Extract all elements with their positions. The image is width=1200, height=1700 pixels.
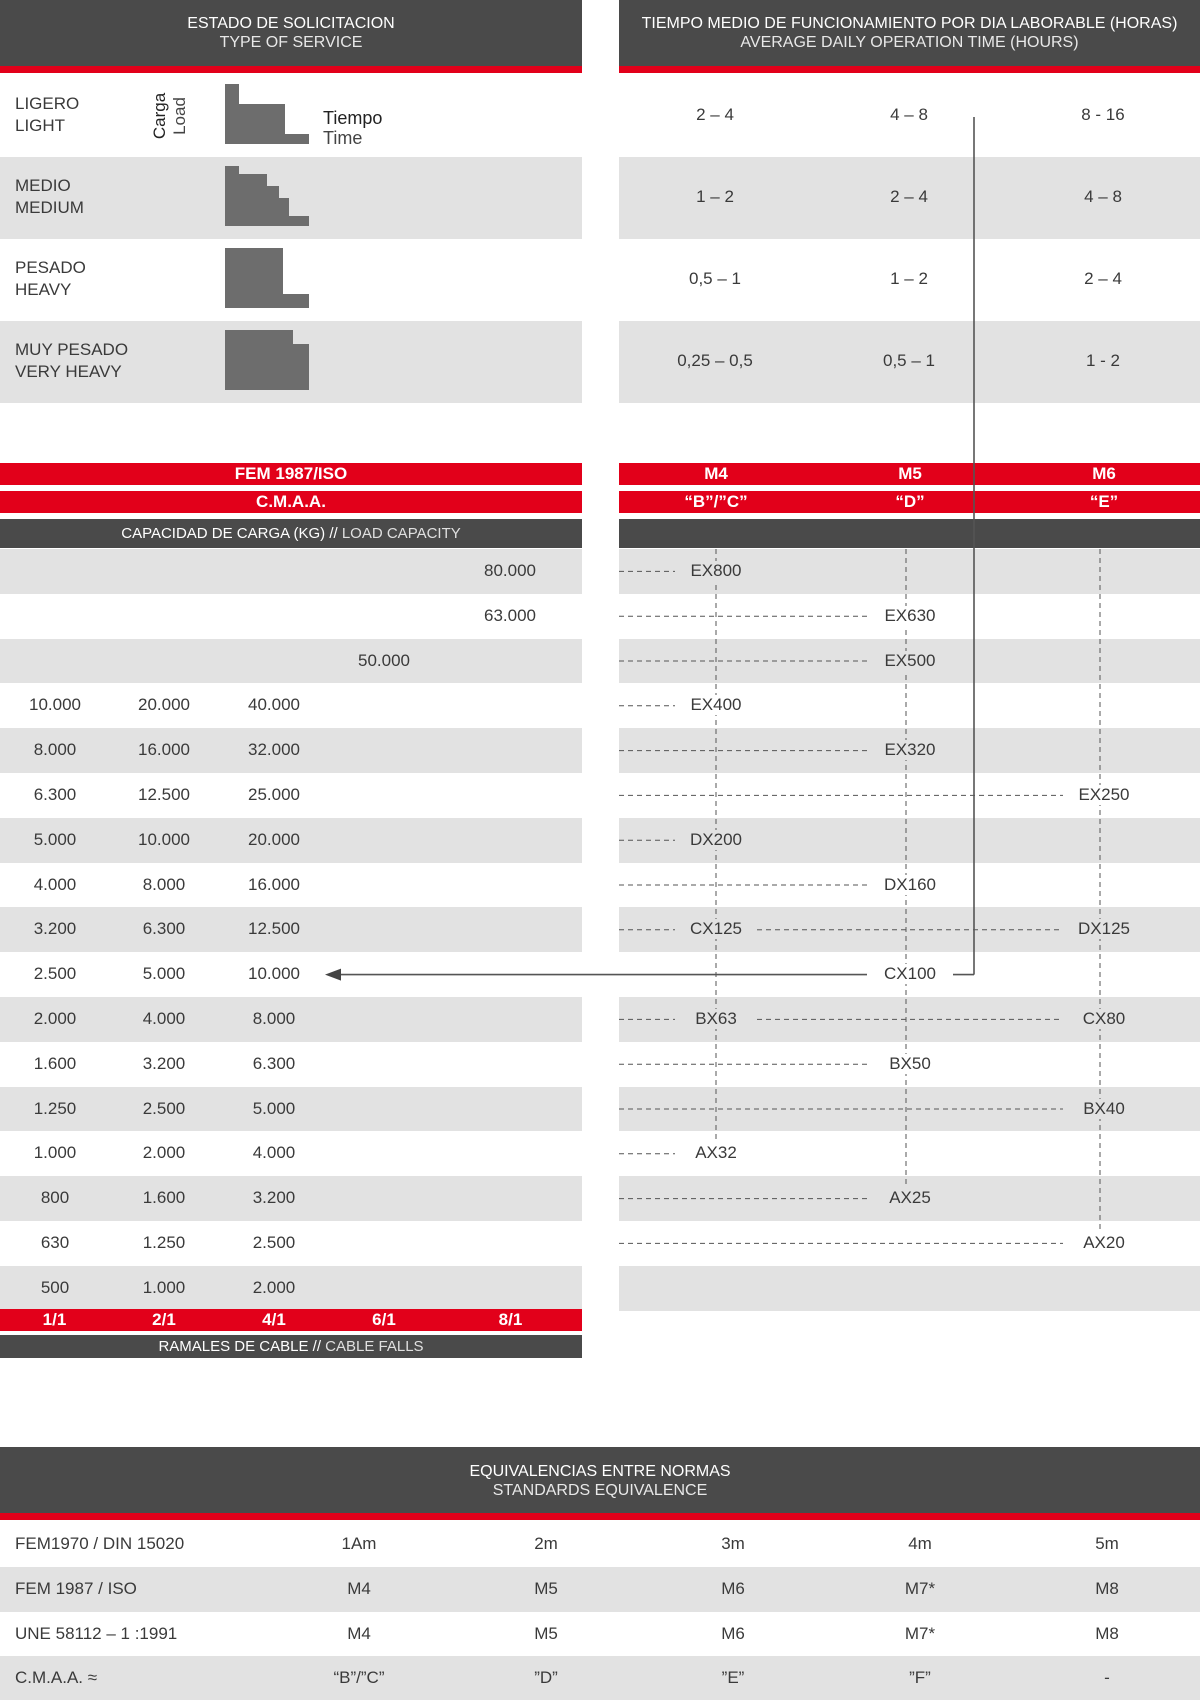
model-label: EX800 [679, 561, 753, 581]
operation-time-cell: 1 – 2 [890, 269, 928, 288]
operation-time-cell: 0,5 – 1 [689, 269, 741, 288]
equivalence-cell: M7* [904, 1578, 936, 1598]
equivalence-cell: 5m [1095, 1534, 1119, 1553]
capacity-cell: 4.000 [252, 1143, 296, 1163]
operation-time-cell: 4 – 8 [1084, 187, 1122, 206]
capacity-cell: 630 [40, 1233, 70, 1252]
time-header-underline [619, 66, 1200, 73]
load-axis-label [150, 88, 196, 144]
capacity-cell: 1.600 [142, 1188, 186, 1208]
model-row-bg [619, 1266, 1200, 1311]
standard-label: C.M.A.A. ≈ [15, 1668, 98, 1688]
operation-time-cell: 1 - 2 [1085, 351, 1121, 370]
fem-bar [0, 463, 582, 485]
model-label: DX125 [1067, 919, 1141, 939]
operation-time-cell: 2 – 4 [1084, 269, 1122, 288]
falls-6-1: 6/1 [372, 1310, 396, 1329]
fem-class-bar [619, 463, 1200, 485]
equivalence-cell: ”D” [534, 1668, 558, 1688]
capacity-cell: 25.000 [248, 785, 300, 804]
equivalence-cell: ”E” [721, 1668, 745, 1688]
model-label: BX50 [873, 1054, 947, 1074]
falls-label-bar [0, 1335, 582, 1358]
capacity-cell: 1.600 [33, 1053, 77, 1073]
cmaa-class-d: “D” [895, 492, 925, 511]
equivalence-cell: 3m [721, 1534, 745, 1553]
capacity-cell: 6.300 [33, 785, 77, 804]
model-label: CX125 [679, 919, 753, 939]
standard-label: FEM 1987 / ISO [15, 1578, 137, 1598]
cmaa-class-e: “E” [1089, 492, 1119, 511]
equivalence-cell: M6 [721, 1623, 745, 1643]
equivalence-cell: 1Am [341, 1534, 377, 1553]
fem-class-m4: M4 [704, 464, 728, 483]
capacity-cell: 12.500 [248, 919, 300, 939]
operation-time-cell: 4 – 8 [890, 105, 928, 124]
equivalence-cell: ”F” [909, 1668, 931, 1688]
standard-label: FEM1970 / DIN 15020 [15, 1534, 185, 1553]
service-label-es: MUY PESADO [15, 340, 129, 359]
capacity-cell: 4.000 [33, 874, 77, 894]
service-label-en: VERY HEAVY [15, 362, 122, 381]
fem-class-m5: M5 [898, 464, 922, 483]
capacity-header-es: CAPACIDAD DE CARGA (KG) // [121, 525, 338, 542]
time-header-es: TIEMPO MEDIO DE FUNCIONAMIENTO POR DIA LABORABLE (HORAS) [641, 15, 1178, 32]
service-header-en: TYPE OF SERVICE [219, 34, 363, 51]
service-label-en: HEAVY [15, 280, 72, 299]
capacity-cell: 1.000 [33, 1143, 77, 1163]
model-label: EX400 [679, 695, 753, 715]
model-label: CX80 [1067, 1009, 1141, 1029]
equivalence-cell: 4m [908, 1534, 932, 1553]
capacity-cell: 20.000 [138, 695, 190, 715]
capacity-cell: 16.000 [138, 740, 190, 760]
capacity-cell: 800 [40, 1188, 70, 1208]
cmaa-class-bc: “B”/”C” [684, 492, 748, 511]
equivalence-header-en: STANDARDS EQUIVALENCE [492, 1482, 708, 1499]
model-label: EX500 [873, 651, 947, 671]
falls-label-en: CABLE FALLS [321, 1338, 424, 1355]
capacity-header-right [619, 519, 1200, 548]
load-profile-icon [225, 84, 309, 144]
model-label: CX100 [873, 964, 947, 984]
time-header-en: AVERAGE DAILY OPERATION TIME (HOURS) [740, 34, 1079, 51]
fem-class-m6: M6 [1092, 464, 1116, 483]
time-axis-es: Tiempo [323, 108, 383, 128]
model-label: BX63 [679, 1009, 753, 1029]
capacity-cell: 3.200 [142, 1053, 186, 1073]
time-header [619, 0, 1200, 66]
time-axis-label [323, 108, 382, 148]
service-label [15, 257, 86, 301]
falls-1-1: 1/1 [42, 1310, 67, 1329]
capacity-cell: 12.500 [138, 785, 190, 804]
capacity-cell: 80.000 [484, 561, 536, 580]
model-label: DX160 [873, 875, 947, 895]
capacity-cell: 8.000 [252, 1009, 296, 1028]
load-axis-en: Load [170, 97, 189, 135]
service-header-underline [0, 66, 582, 73]
load-profile-icon [225, 330, 309, 390]
equivalence-cell: M4 [347, 1578, 371, 1598]
operation-time-cell: 8 - 16 [1081, 105, 1125, 124]
service-header-es: ESTADO DE SOLICITACION [187, 15, 395, 32]
capacity-cell: 5.000 [33, 829, 77, 849]
capacity-cell: 8.000 [142, 874, 186, 894]
load-profile-icon [225, 248, 309, 308]
service-label [15, 93, 79, 137]
equivalence-cell: M5 [534, 1623, 558, 1643]
capacity-cell: 2.500 [252, 1233, 296, 1252]
capacity-cell: 63.000 [484, 605, 536, 625]
equivalence-cell: M8 [1095, 1578, 1119, 1598]
operation-time-cell: 2 – 4 [696, 105, 734, 124]
capacity-cell: 20.000 [248, 829, 300, 849]
model-label: EX250 [1067, 785, 1141, 805]
cmaa-bar [0, 491, 582, 513]
equivalence-cell: M6 [721, 1578, 745, 1598]
capacity-cell: 10.000 [29, 695, 81, 715]
service-label-en: MEDIUM [15, 198, 84, 217]
capacity-cell: 1.000 [142, 1277, 186, 1297]
equivalence-header-underline [0, 1513, 1200, 1520]
load-profile-icon [225, 166, 309, 226]
fem-label: FEM 1987/ISO [234, 464, 348, 483]
time-axis-en: Time [323, 128, 363, 148]
model-label: EX320 [873, 740, 947, 760]
capacity-cell: 2.000 [252, 1277, 296, 1297]
equivalence-cell: - [1104, 1668, 1110, 1688]
operation-time-cell: 0,25 – 0,5 [677, 351, 753, 370]
capacity-header [0, 519, 582, 548]
capacity-cell: 5.000 [142, 964, 186, 984]
capacity-cell: 50.000 [358, 650, 410, 670]
capacity-cell: 8.000 [33, 740, 77, 760]
capacity-cell: 1.250 [142, 1233, 186, 1252]
standard-label: UNE 58112 – 1 :1991 [15, 1623, 178, 1643]
falls-4-1: 4/1 [262, 1310, 286, 1329]
service-label-es: LIGERO [15, 94, 80, 113]
equivalence-header-es: EQUIVALENCIAS ENTRE NORMAS [469, 1463, 731, 1480]
falls-label-es: RAMALES DE CABLE // [158, 1338, 321, 1355]
capacity-cell: 6.300 [252, 1053, 296, 1073]
capacity-cell: 2.500 [33, 964, 77, 984]
capacity-cell: 10.000 [248, 964, 300, 984]
capacity-cell: 2.000 [33, 1009, 77, 1028]
service-label-es: MEDIO [15, 176, 71, 195]
capacity-cell: 6.300 [142, 919, 186, 939]
equivalence-cell: M7* [904, 1623, 936, 1643]
model-label: BX40 [1067, 1099, 1141, 1119]
capacity-cell: 16.000 [248, 874, 300, 894]
capacity-cell: 2.000 [142, 1143, 186, 1163]
capacity-row-bg [0, 639, 582, 684]
equivalence-cell: M5 [534, 1578, 558, 1598]
falls-2-1: 2/1 [152, 1310, 176, 1329]
capacity-cell: 2.500 [142, 1098, 186, 1118]
model-label: AX20 [1067, 1233, 1141, 1253]
operation-time-cell: 1 – 2 [696, 187, 734, 206]
service-header [0, 0, 582, 66]
capacity-cell: 1.250 [33, 1098, 77, 1118]
capacity-cell: 3.200 [33, 919, 77, 939]
capacity-cell: 40.000 [248, 695, 300, 715]
operation-time-cell: 0,5 – 1 [883, 351, 935, 370]
model-label: DX200 [679, 830, 753, 850]
equivalence-cell: M8 [1095, 1623, 1119, 1643]
equivalence-cell: M4 [347, 1623, 371, 1643]
capacity-cell: 32.000 [248, 740, 300, 760]
capacity-cell: 5.000 [252, 1098, 296, 1118]
cmaa-class-bar [619, 491, 1200, 513]
model-label: AX32 [679, 1143, 753, 1163]
load-axis-es: Carga [150, 92, 169, 140]
service-label [15, 175, 84, 219]
operation-time-cell: 2 – 4 [890, 187, 928, 206]
falls-bar [0, 1309, 582, 1331]
capacity-header-en: LOAD CAPACITY [337, 525, 461, 542]
capacity-cell: 4.000 [142, 1009, 186, 1028]
capacity-cell: 3.200 [252, 1188, 296, 1208]
equivalence-cell: 2m [534, 1534, 558, 1553]
model-label: EX630 [873, 606, 947, 626]
service-label-en: LIGHT [15, 116, 66, 135]
capacity-cell: 500 [40, 1277, 70, 1297]
capacity-cell: 10.000 [138, 829, 190, 849]
model-label: AX25 [873, 1188, 947, 1208]
falls-8-1: 8/1 [498, 1310, 523, 1329]
cmaa-label: C.M.A.A. [256, 492, 326, 511]
equivalence-cell: “B”/”C” [333, 1668, 385, 1688]
service-label [15, 339, 128, 383]
equivalence-header [0, 1447, 1200, 1513]
service-label-es: PESADO [15, 258, 86, 277]
